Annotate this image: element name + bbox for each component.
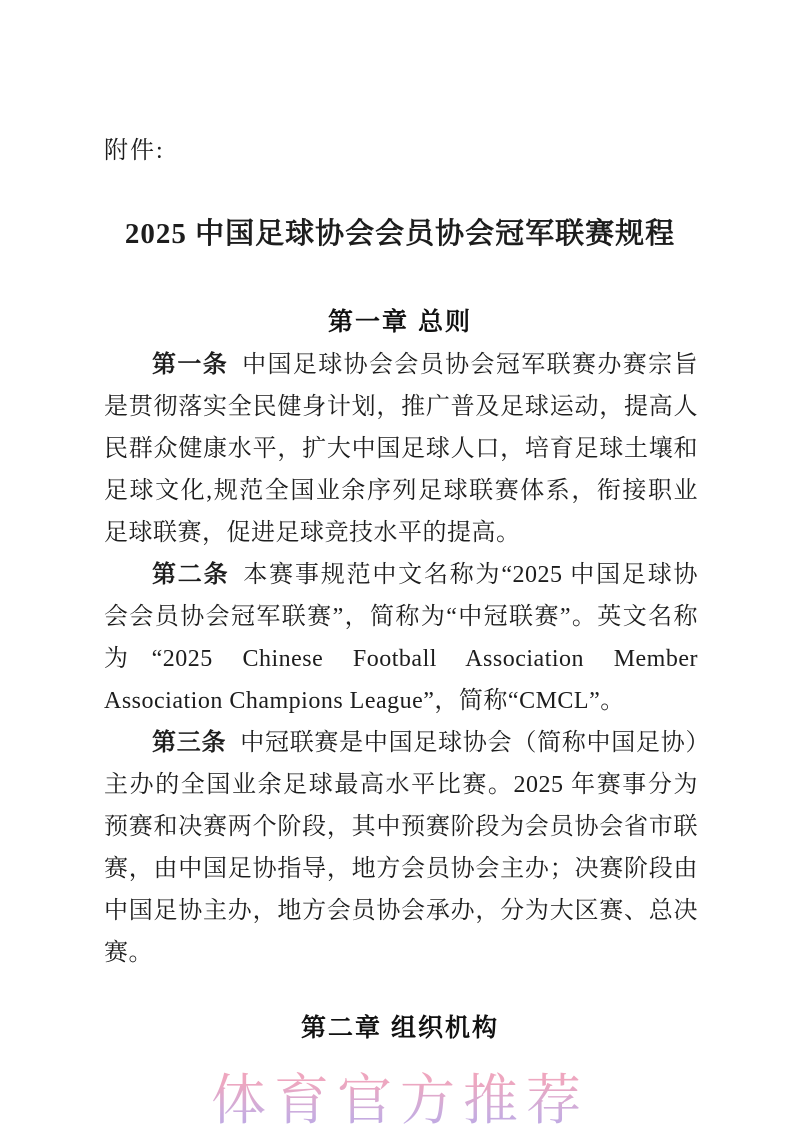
article-1-text: 中国足球协会会员协会冠军联赛办赛宗旨是贯彻落实全民健身计划，推广普及足球运动，提高人民群众健康水平，扩大中国足球人口，培育足球土壤和足球文化,规范全国业余序列足球联赛体系，衔接职业足球联赛，促进足球竞技水平的提高。 — [104, 352, 698, 546]
article-2 — [104, 554, 698, 722]
chapter-2-heading: 第二章 组织机构 — [301, 1014, 499, 1042]
article-1 — [104, 344, 698, 554]
article-2-label: 第二条 — [152, 562, 230, 588]
article-3-text: 中冠联赛是中国足球协会（简称中国足协）主办的全国业余足球最高水平比赛。2025 年赛事分为预赛和决赛两个阶段，其中预赛阶段为会员协会省市联赛，由中国足协指导，地方会员协会主办；决赛阶段由中国足协主办，地方会员协会承办，分为大区赛、总决赛。 — [104, 730, 699, 966]
chapter-1-heading: 第一章 总则 — [328, 308, 472, 336]
document-title: 2025 中国足球协会会员协会冠军联赛规程 — [124, 218, 676, 250]
attachment-label: 附件: — [104, 138, 165, 164]
article-3-label: 第三条 — [152, 730, 227, 756]
article-1-label: 第一条 — [152, 352, 229, 378]
article-2-text: 本赛事规范中文名称为“2025 中国足球协会会员协会冠军联赛”，简称为“中冠联赛”。英文名称为“2025 Chinese Football Association Member Association Champions League”，简称“CMCL”。 — [104, 562, 698, 714]
article-3 — [104, 722, 698, 974]
document-body — [0, 344, 800, 974]
watermark-text: 体育官方推荐 — [0, 1056, 800, 1135]
